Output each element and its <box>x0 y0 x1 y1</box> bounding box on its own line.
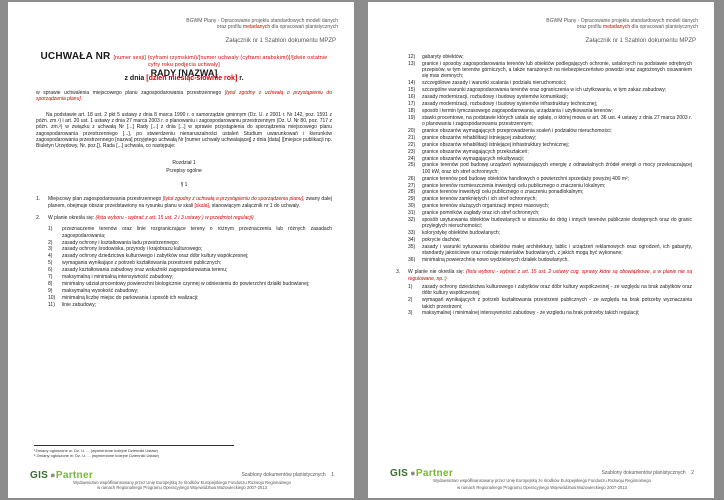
footer-label: Szablony dokumentów planistycznych 2 <box>601 470 694 476</box>
list-item: 26) granice terenów pod budowę obiektów handlowych o powierzchni sprzedaży powyżej 400 m²; <box>408 175 630 182</box>
header-line-1: BGWM Plany - Opracowanie projektu standardowych modeli danych <box>546 18 698 24</box>
section-2: 2. W planie określa się: (lista wyboru - wybrać z art. 15 ust. 2 i 3 ustawy ) w przedmiot regulacji) <box>36 215 254 222</box>
list-item: 27) granice terenów rozmieszczenia inwestycji celu publicznego o znaczeniu lokalnym; <box>408 182 606 189</box>
list-item: 1) zasady ochrony dziedzictwa kulturowego i zabytków oraz dóbr kultury współczesnej - ze względu na brak zabytków oraz dóbr kultury współczesnej; <box>408 284 692 297</box>
list-item: 35) zasady i warunki sytuowania obiektów małej architektury, tablic i urządzeń reklamowych oraz ogrodzeń, ich gabaryty, standardy jakościowe oraz rodzaje materiałów budowlanych, z jakich mogą być wykonane; <box>408 243 692 257</box>
list-item: 1) przeznaczenie terenów oraz linie rozgraniczające tereny o różnym przeznaczeniu lub różnych zasadach zagospodarowania; <box>48 226 332 239</box>
header-line-1: BGWM Plany - Opracowanie projektu standardowych modeli danych <box>186 18 338 24</box>
page-number: 1 <box>331 472 334 478</box>
chapter-number: Rozdział 1 <box>172 159 196 166</box>
page-footer <box>30 470 334 490</box>
list-item: 36) minimalną powierzchnię nowo wydzielonych działek budowlanych. <box>408 257 569 264</box>
page-header <box>186 18 338 30</box>
list-item: 31) granice pomników zagłady oraz ich stref ochronnych; <box>408 210 540 217</box>
list-item: 9) maksymalną wysokość zabudowy; <box>48 287 139 294</box>
list-item: 24) granice obszarów wymagających rekultywacji; <box>408 155 524 162</box>
list-item: 28) granice terenów inwestycji celu publicznego o znaczeniu ponadlokalnym; <box>408 189 584 196</box>
resolution-subject: w sprawie uchwalenia miejscowego planu zagospodarowania przestrzennego [tytuł zgodny z uchwałą o przystąpieniu do sporządzenia planu]. <box>36 90 332 103</box>
list-item: 17) zasady modernizacji, rozbudowy i budowy systemów infrastruktury technicznej; <box>408 101 598 108</box>
header-line-2: oraz profilu metadanych dla opracowań planistycznych <box>576 24 698 30</box>
scope-list <box>36 226 332 308</box>
list-item: 16) zasady modernizacji, rozbudowy i budowy systemów komunikacji; <box>408 94 568 101</box>
funding-note-1: Wydawnictwo współfinansowany przez Unię Europejską ze środków Europejskiego Funduszu Rozwoju Regionalnego <box>73 480 291 485</box>
funding-note-2: w ramach Regionalnego Programu Operacyjnego Województwa Mazowieckiego 2007-2013 <box>97 485 267 490</box>
page-2-content <box>396 54 692 317</box>
page-1-content <box>36 51 332 308</box>
page-footer <box>390 468 694 490</box>
title-block <box>36 51 332 82</box>
list-item: 32) sposób usytuowania obiektów budowlanych w stosunku do dróg i innych terenów publicznie dostępnych oraz do granic przyległych nieruchomości; <box>408 217 692 230</box>
funding-note-2: w ramach Regionalnego Programu Operacyjnego Województwa Mazowieckiego 2007-2013 <box>457 485 627 490</box>
page-number: 2 <box>691 470 694 476</box>
section-1: 1. Miejscowy plan zagospodarowania przestrzennego [tytuł zgodny z uchwałą o przystąpieniu do sporządzenia planu], zwany dalej planem, obejmuje obszar przedstawiony na rysunku planu w skali [skala], stanowiącym załącznik nr 1 do uchwały. <box>36 196 332 209</box>
list-item: 29) granice terenów zamkniętych i ich stref ochronnych; <box>408 196 537 203</box>
page-header <box>546 18 698 30</box>
list-item: 8) minimalny udział procentowy powierzchni biologicznie czynnej w odniesieniu do powierzchni działki budowlanej; <box>48 280 310 287</box>
footnote-1: ¹Zmiany ogłoszone w: Dz. U. ... (wymienione kolejne Dzienniki Ustaw) <box>34 448 158 453</box>
list-item: 22) granice obszarów rehabilitacji istniejącej infrastruktury technicznej; <box>408 141 570 148</box>
list-item: 34) pokrycie dachów; <box>408 237 461 244</box>
legal-basis: Na podstawie art. 18 ust. 2 pkt 5 ustawy z dnia 8 marca 1990 r. o samorządzie gminnym (Dz. U. z 2001 r. Nr 142, poz. 1591 z późn. zm.¹) i art. 20 ust. 1 ustawy z dnia 27 marca 2003 r. o planowaniu i zagospodarowaniu przestrzennym (Dz. U. Nr 80, poz. 717 z późn. zm.²) w związku z uchwałą Nr [...] Rady [...] z dnia [...] w sprawie przystąpienia do sporządzenia miejscowego planu zagospodarowania przestrzennego [...], po stwierdzeniu nienaruszalności ustaleń Studium uwarunkowań i kierunków zagospodarowania przestrzennego [nazwa] przyjętego uchwałą Nr [numer uchwały uchwalającej] z dnia [data] ([miejsce publikacji np. Biuletyn Urzędowy, Nr, poz.]), Rada [...] uchwala, co następuje: <box>36 111 332 150</box>
resolution-title: UCHWAŁA NR [numer sesji] (cyframi rzymskimi)/[numer uchwały (cyframi arabskimi)]/[dwie ostatnie cyfry roku podjęcia uchwały] <box>40 51 328 69</box>
scope-list-continued <box>396 54 692 263</box>
footnote-2: ² Zmiany ogłoszone w: Dz. U. ... (wymienione kolejne Dzienniki Ustaw) <box>34 453 159 458</box>
list-item: 2) wymagań wynikających z potrzeb kształtowania przestrzeni publicznych - ze względu na brak potrzeby wyznaczania takich przestrzeni; <box>408 297 692 310</box>
list-item: 25) granice terenów pod budowę urządzeń wytwarzających energię z odnawialnych źródeł energii o mocy przekraczającej 100 kW, oraz ich stref ochronnych; <box>408 162 692 175</box>
list-item: 15) szczególne warunki zagospodarowania terenów oraz ograniczenia w ich użytkowaniu, w tym zakaz zabudowy; <box>408 87 667 94</box>
list-item: 6) zasady kształtowania zabudowy oraz wskaźniki zagospodarowania terenu; <box>48 267 228 274</box>
list-item: 4) zasady ochrony dziedzictwa kulturowego i zabytków oraz dóbr kultury współczesnej; <box>48 253 249 260</box>
gis-partner-logo: GIS ●Partner <box>30 470 94 481</box>
list-item: 30) granice terenów służących organizacji imprez masowych; <box>408 203 549 210</box>
list-item: 11) linie zabudowy; <box>48 301 97 308</box>
document-page-1 <box>8 2 354 498</box>
excluded-scope-list <box>396 284 692 317</box>
section-3: 3. W planie nie określa się: (lista wyboru - wybrać z art. 15 ust. 2 ustawy cog, sprawy które są obowiązkowe, a w planie nie są regulowane, np.:) <box>396 269 692 282</box>
list-item: 33) kolorystykę obiektów budowlanych; <box>408 230 501 237</box>
document-page-2 <box>368 2 714 498</box>
footer-label: Szablony dokumentów planistycznych 1 <box>241 472 334 478</box>
list-item: 13) granice i sposoby zagospodarowania terenów lub obiektów podlegających ochronie, ustalonych na podstawie odrębnych przepisów, w tym terenów górniczych, a także narażonych na niebezpieczeństwo powodzi oraz zagrożonych osuwaniem się mas ziemnych; <box>408 60 692 80</box>
resolution-date: z dnia [dzień miesiąc-słownie rok] r. <box>124 74 244 82</box>
chapter-title: Przepisy ogólne <box>166 167 202 174</box>
header-line-2: oraz profilu metadanych dla opracowań planistycznych <box>216 24 338 30</box>
paragraph-number: § 1 <box>180 182 188 189</box>
list-item: 12) gabaryty obiektów; <box>408 54 464 60</box>
list-item: 18) sposób i termin tymczasowego zagospodarowania, urządzania i użytkowania terenów; <box>408 107 613 114</box>
list-item: 3) zasady ochrony środowiska, przyrody i krajobrazu kulturowego; <box>48 246 203 253</box>
footnotes <box>34 445 234 458</box>
list-item: 23) granice obszarów wymagających przekształceń; <box>408 148 529 155</box>
list-item: 3) maksymalnej i minimalnej intensywności zabudowy - ze względu na brak potrzeby takich regulacji; <box>408 310 640 317</box>
list-item: 5) wymagania wynikające z potrzeb kształtowania przestrzeni publicznych; <box>48 260 222 267</box>
list-item: 2) zasady ochrony i kształtowania ładu przestrzennego; <box>48 239 180 246</box>
funding-note-1: Wydawnictwo współfinansowany przez Unię Europejską ze środków Europejskiego Funduszu Rozwoju Regionalnego <box>433 478 651 483</box>
list-item: 21) granice obszarów rehabilitacji istniejącej zabudowy; <box>408 134 537 141</box>
gis-partner-logo: GIS ●Partner <box>390 468 454 479</box>
list-item: 7) maksymalną i minimalną intensywność zabudowy; <box>48 273 174 280</box>
header-subtitle: Załącznik nr 1 Szablon dokumentu MPZP <box>225 38 336 44</box>
list-item: 19) stawki procentowe, na podstawie których ustala się opłatę, o której mowa w art. 36 ust. 4 ustawy z dnia 27 marca 2003 r. o planowaniu i zagospodarowaniu przestrzennym; <box>408 114 692 128</box>
list-item: 14) szczegółowe zasady i warunki scalania i podziału nieruchomości; <box>408 80 567 87</box>
council-name: RADY [NAZWA] <box>150 67 218 78</box>
list-item: 20) granice obszarów wymagających przeprowadzenia scaleń i podziałów nieruchomości; <box>408 128 612 135</box>
list-item: 10) minimalną liczbę miejsc do parkowania i sposób ich realizacji; <box>48 294 199 301</box>
header-subtitle: Załącznik nr 1 Szablon dokumentu MPZP <box>585 38 696 44</box>
